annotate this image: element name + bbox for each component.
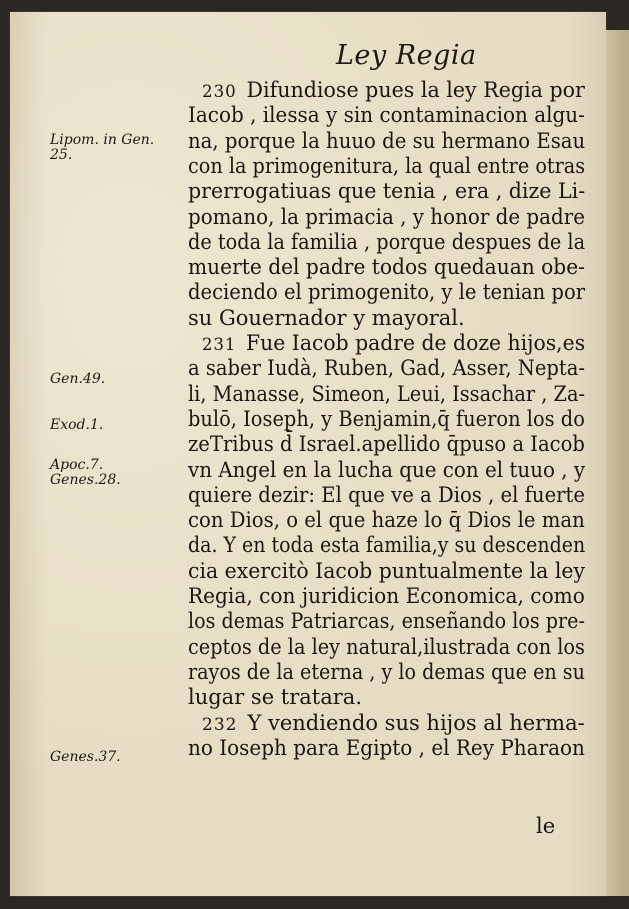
catchword: le (536, 814, 556, 838)
line-text: los demas Patriarcas, enseñando los pre- (188, 609, 585, 634)
line-text: da. Y en toda esta familia,y su descenden (188, 533, 586, 558)
line-text: zeTribus d̄ Israel.apellido q̄puso a Iacob (188, 432, 585, 457)
text-line (188, 483, 585, 507)
line-text: na, porque la huuo de su hermano Esau (188, 128, 586, 153)
text-line (188, 584, 585, 608)
running-title: Ley Regia (336, 40, 477, 71)
paragraph-number: 232 (202, 714, 238, 735)
text-line (188, 356, 585, 380)
text-line (188, 685, 362, 709)
text-line (188, 230, 585, 254)
line-text: rayos de la eterna , y lo demas que en su (188, 659, 585, 684)
text-line (188, 154, 585, 178)
text-line (188, 432, 585, 456)
paragraph-number: 231 (202, 335, 237, 355)
text-line (188, 635, 585, 659)
line-text: con la primogenitura, la qual entre otras (188, 153, 586, 178)
paragraph-number: 230 (202, 82, 237, 102)
line-text: lugar se tratara. (188, 685, 362, 710)
text-line (188, 660, 585, 684)
text-line (188, 306, 465, 330)
text-line (188, 280, 585, 304)
line-text: li, Manasse, Simeon, Leui, Issachar , Za- (188, 381, 586, 406)
text-line (188, 103, 585, 127)
text-line (202, 331, 585, 357)
text-line (188, 609, 585, 633)
facing-page-edge (606, 30, 629, 896)
line-text: a saber Iudà, Ruben, Gad, Asser, Nepta- (188, 356, 586, 381)
text-line (188, 382, 585, 406)
line-text: bulō, Ioseph, y Benjamin,q̄ fueron los do (188, 406, 585, 431)
line-text: vn Angel en la lucha que con el tuuo , y (188, 457, 586, 482)
text-line (188, 407, 585, 431)
text-line (188, 129, 585, 153)
text-line (188, 508, 585, 532)
text-line (188, 255, 585, 279)
text-line (188, 559, 585, 583)
line-text: ceptos de la ley natural,ilustrada con los (188, 634, 585, 659)
line-text: quiere dezir: El que ve a Dios , el fuerte (188, 482, 586, 507)
text-line (188, 458, 585, 482)
text-line (202, 78, 585, 104)
margin-note: Exod.1. (50, 417, 104, 433)
text-line (202, 711, 585, 737)
line-text: Iacob , ilessa y sin contaminacion algu- (188, 103, 585, 128)
line-text: Fue Iacob padre de doze hijos,es (246, 331, 586, 355)
line-text: pomano, la primacia , y honor de padre (188, 204, 585, 229)
text-line (188, 205, 585, 229)
line-text: muerte del padre todos quedauan obe- (188, 255, 585, 280)
margin-note: Gen.49. (50, 371, 106, 387)
line-text: cia exercitò Iacob puntualmente la ley (188, 558, 585, 583)
line-text: de toda la familia , porque despues de la (188, 229, 586, 254)
text-line (188, 533, 585, 557)
margin-note: Lipom. in Gen. 25. (50, 132, 155, 163)
line-text: prerrogatiuas que tenia , era , dize Li- (188, 179, 586, 204)
line-text: su Gouernador y mayoral. (188, 305, 465, 330)
margin-note: Genes.37. (50, 749, 121, 765)
line-text: con Dios, o el que haze lo q̄ Dios le man (188, 508, 585, 533)
line-text: Difundiose pues la ley Regia por (246, 78, 585, 102)
line-text: Regia, con juridicion Economica, como (188, 584, 585, 608)
margin-note: Apoc.7. Genes.28. (50, 457, 121, 488)
line-text: Y vendiendo sus hijos al herma- (247, 710, 585, 735)
text-line (188, 179, 585, 203)
text-line (188, 736, 585, 760)
line-text: deciendo el primogenito, y le tenian por (188, 280, 586, 305)
line-text: no Ioseph para Egipto , el Rey Pharaon (188, 735, 585, 760)
